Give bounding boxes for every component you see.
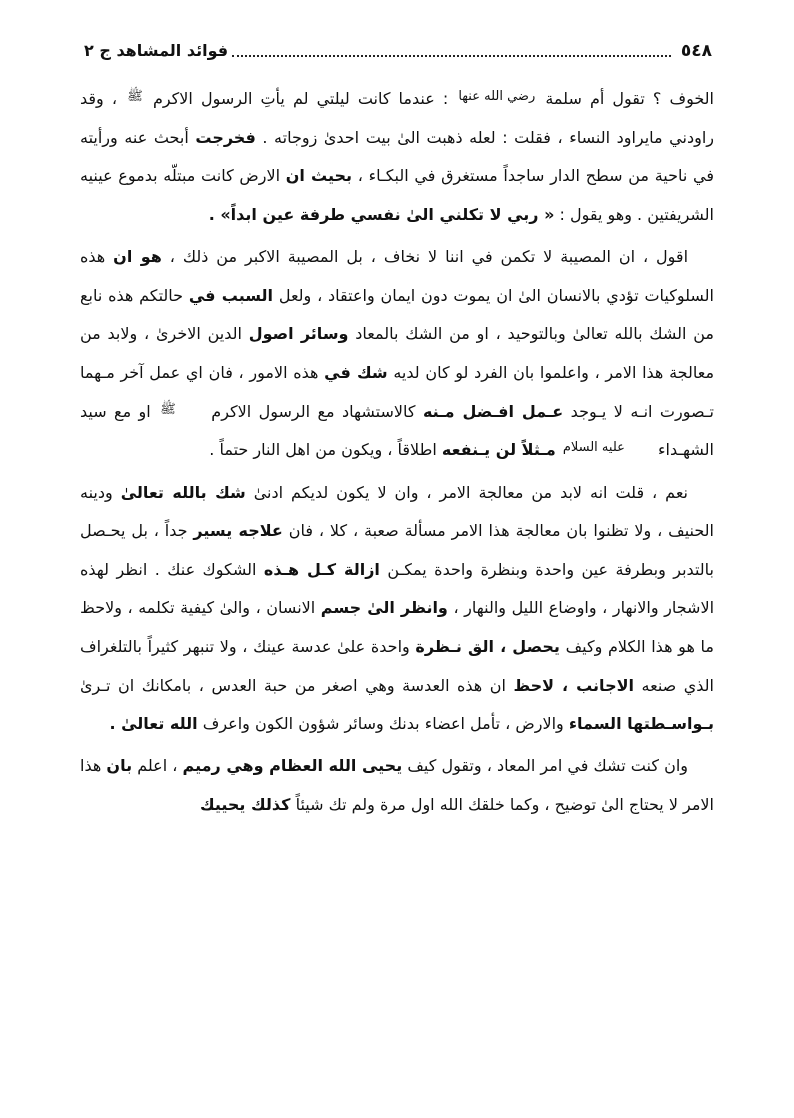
bold-span: ازالة كـل هـذه bbox=[263, 559, 380, 579]
text-span: والارض ، تأمل اعضاء بدنك وسائر شؤون الكون واعرف bbox=[202, 714, 564, 734]
honorific-female: رضي الله عنها bbox=[458, 89, 536, 104]
text-span: الخوف ؟ تقول أم سلمة bbox=[545, 89, 714, 108]
text-span: اطلاقاً ، ويكون من اهل النار حتماً . bbox=[209, 440, 437, 460]
text-span: هذه السلوكيات تؤدي بالانسان الىٰ ان يموت دون ايمان واعتقاد ، ولعل bbox=[80, 247, 714, 305]
bold-span: الله تعالىٰ . bbox=[109, 714, 198, 734]
paragraph-1 bbox=[80, 80, 714, 234]
text-span: الارض كانت مبتلّه بدموع عينيه الشريفتين . وهو يقول : bbox=[80, 166, 714, 224]
text-span: ، اعلم bbox=[137, 756, 178, 776]
bold-span: مـثلاً لن يـنفعه bbox=[441, 440, 556, 460]
running-title: فوائد المشاهد ج ٢ bbox=[84, 41, 229, 60]
text-span: حالتكم هذه نابع من الشك بالله تعالىٰ وبالتوحيد ، او من الشك بالمعاد bbox=[80, 285, 715, 344]
paragraph-2 bbox=[80, 238, 714, 470]
page-number: ٥٤٨ bbox=[680, 41, 712, 61]
bold-span: كذلك يحييك bbox=[199, 795, 291, 815]
text-span: اقول ، ان المصيبة لا تكمن في اننا لا نخاف ، بل المصيبة الاكبر من ذلك ، bbox=[169, 247, 689, 267]
honorific-imam: عليه السلام bbox=[562, 440, 625, 456]
bold-span: شك بالله تعالىٰ bbox=[120, 482, 246, 502]
text-span: : عندما كانت ليلتي لم يأتِ الرسول الاكرم bbox=[152, 89, 449, 108]
bold-span: شك في bbox=[324, 362, 388, 382]
body-text bbox=[80, 80, 714, 825]
text-span: وان كنت تشك في امر المعاد ، وتقول كيف bbox=[407, 756, 689, 776]
honorific-prophet: ﷺ bbox=[160, 401, 176, 417]
text-span: نعم ، قلت انه لابد من معالجة الامر ، وان لا يكون لديكم ادنىٰ bbox=[253, 482, 688, 502]
bold-span: علاجه يسير bbox=[193, 521, 283, 541]
text-span: او مع سيد الشهـداء bbox=[80, 401, 714, 460]
bold-span: فخرجت bbox=[195, 127, 256, 147]
bold-span: بان bbox=[106, 756, 133, 776]
text-span: أبحث عنه ورأيته في ناحية من سطح الدار ساجداً مستغرق في البكـاء ، bbox=[80, 127, 714, 186]
text-span: كالاستشهاد مع الرسول الاكرم bbox=[211, 401, 416, 421]
text-span: الانسان ، والىٰ كيفية تكلمه ، ولاحظ ما هو هذا الكلام وكيف bbox=[80, 598, 714, 656]
bold-span: بحيث ان bbox=[285, 166, 353, 186]
paragraph-4 bbox=[80, 747, 714, 824]
dotted-leader bbox=[232, 55, 671, 57]
bold-span: وسائر اصول bbox=[248, 324, 349, 344]
bold-span: يحيى الله العظام وهي رميم bbox=[182, 756, 403, 776]
text-span: ودينه الحنيف ، ولا تظنوا بان معالجة هذا الامر مسألة صعبة ، كلا ، فان bbox=[80, 482, 714, 541]
bold-span: السبب في bbox=[188, 285, 274, 305]
bold-span: بـواسـطتها السماء bbox=[568, 714, 714, 734]
bold-span: عـمل افـضل مـنه bbox=[422, 401, 564, 421]
text-span: ان هذه العدسة وهي اصغر من حبة العدس ، بامكانك ان تـرىٰ bbox=[80, 675, 506, 695]
page-header bbox=[84, 32, 712, 62]
text-span: الشكوك عنك . انظر لهذه الاشجار والانهار ، واوضاع الليل والنهار ، bbox=[80, 559, 715, 618]
bold-span: وانظر الىٰ جسم bbox=[320, 598, 448, 618]
bold-span: الاجانب ، لاحظ bbox=[513, 675, 634, 695]
bold-span: يحصل ، الق نـظرة bbox=[415, 636, 560, 656]
honorific-prophet: ﷺ bbox=[127, 89, 143, 104]
text-span: ، وقد راودني مايراود النساء ، فقلت : لعله ذهبت الىٰ بيت احدىٰ زوجاته . bbox=[80, 89, 714, 147]
bold-quote: « ربي لا تكلني الىٰ نفسي طرفة عين ابداً» . bbox=[208, 204, 555, 224]
text-span: واحدة علىٰ عدسة عينك ، ولا تنبهر كثيراً بالتلغراف الذي صنعه bbox=[80, 636, 714, 695]
text-span: هذا الامر لا يحتاج الىٰ توضيح ، وكما خلقك الله اول مرة ولم تك شيئاً bbox=[80, 756, 714, 815]
paragraph-3 bbox=[80, 474, 714, 744]
bold-span: هو ان bbox=[113, 247, 162, 267]
text-span: هذه الامور ، فان اي عمل آخر مـهما تـصورت انـه لا يـوجد bbox=[80, 362, 714, 421]
text-span: جداً ، بل يحـصل بالتدبر وبطرفة عين واحدة وبنظرة واحدة يمكـن bbox=[80, 521, 714, 579]
text-span: الدين الاخرىٰ ، ولابد من معالجة هذا الامر ، واعلموا بان الفرد لو كان لديه bbox=[80, 324, 715, 382]
